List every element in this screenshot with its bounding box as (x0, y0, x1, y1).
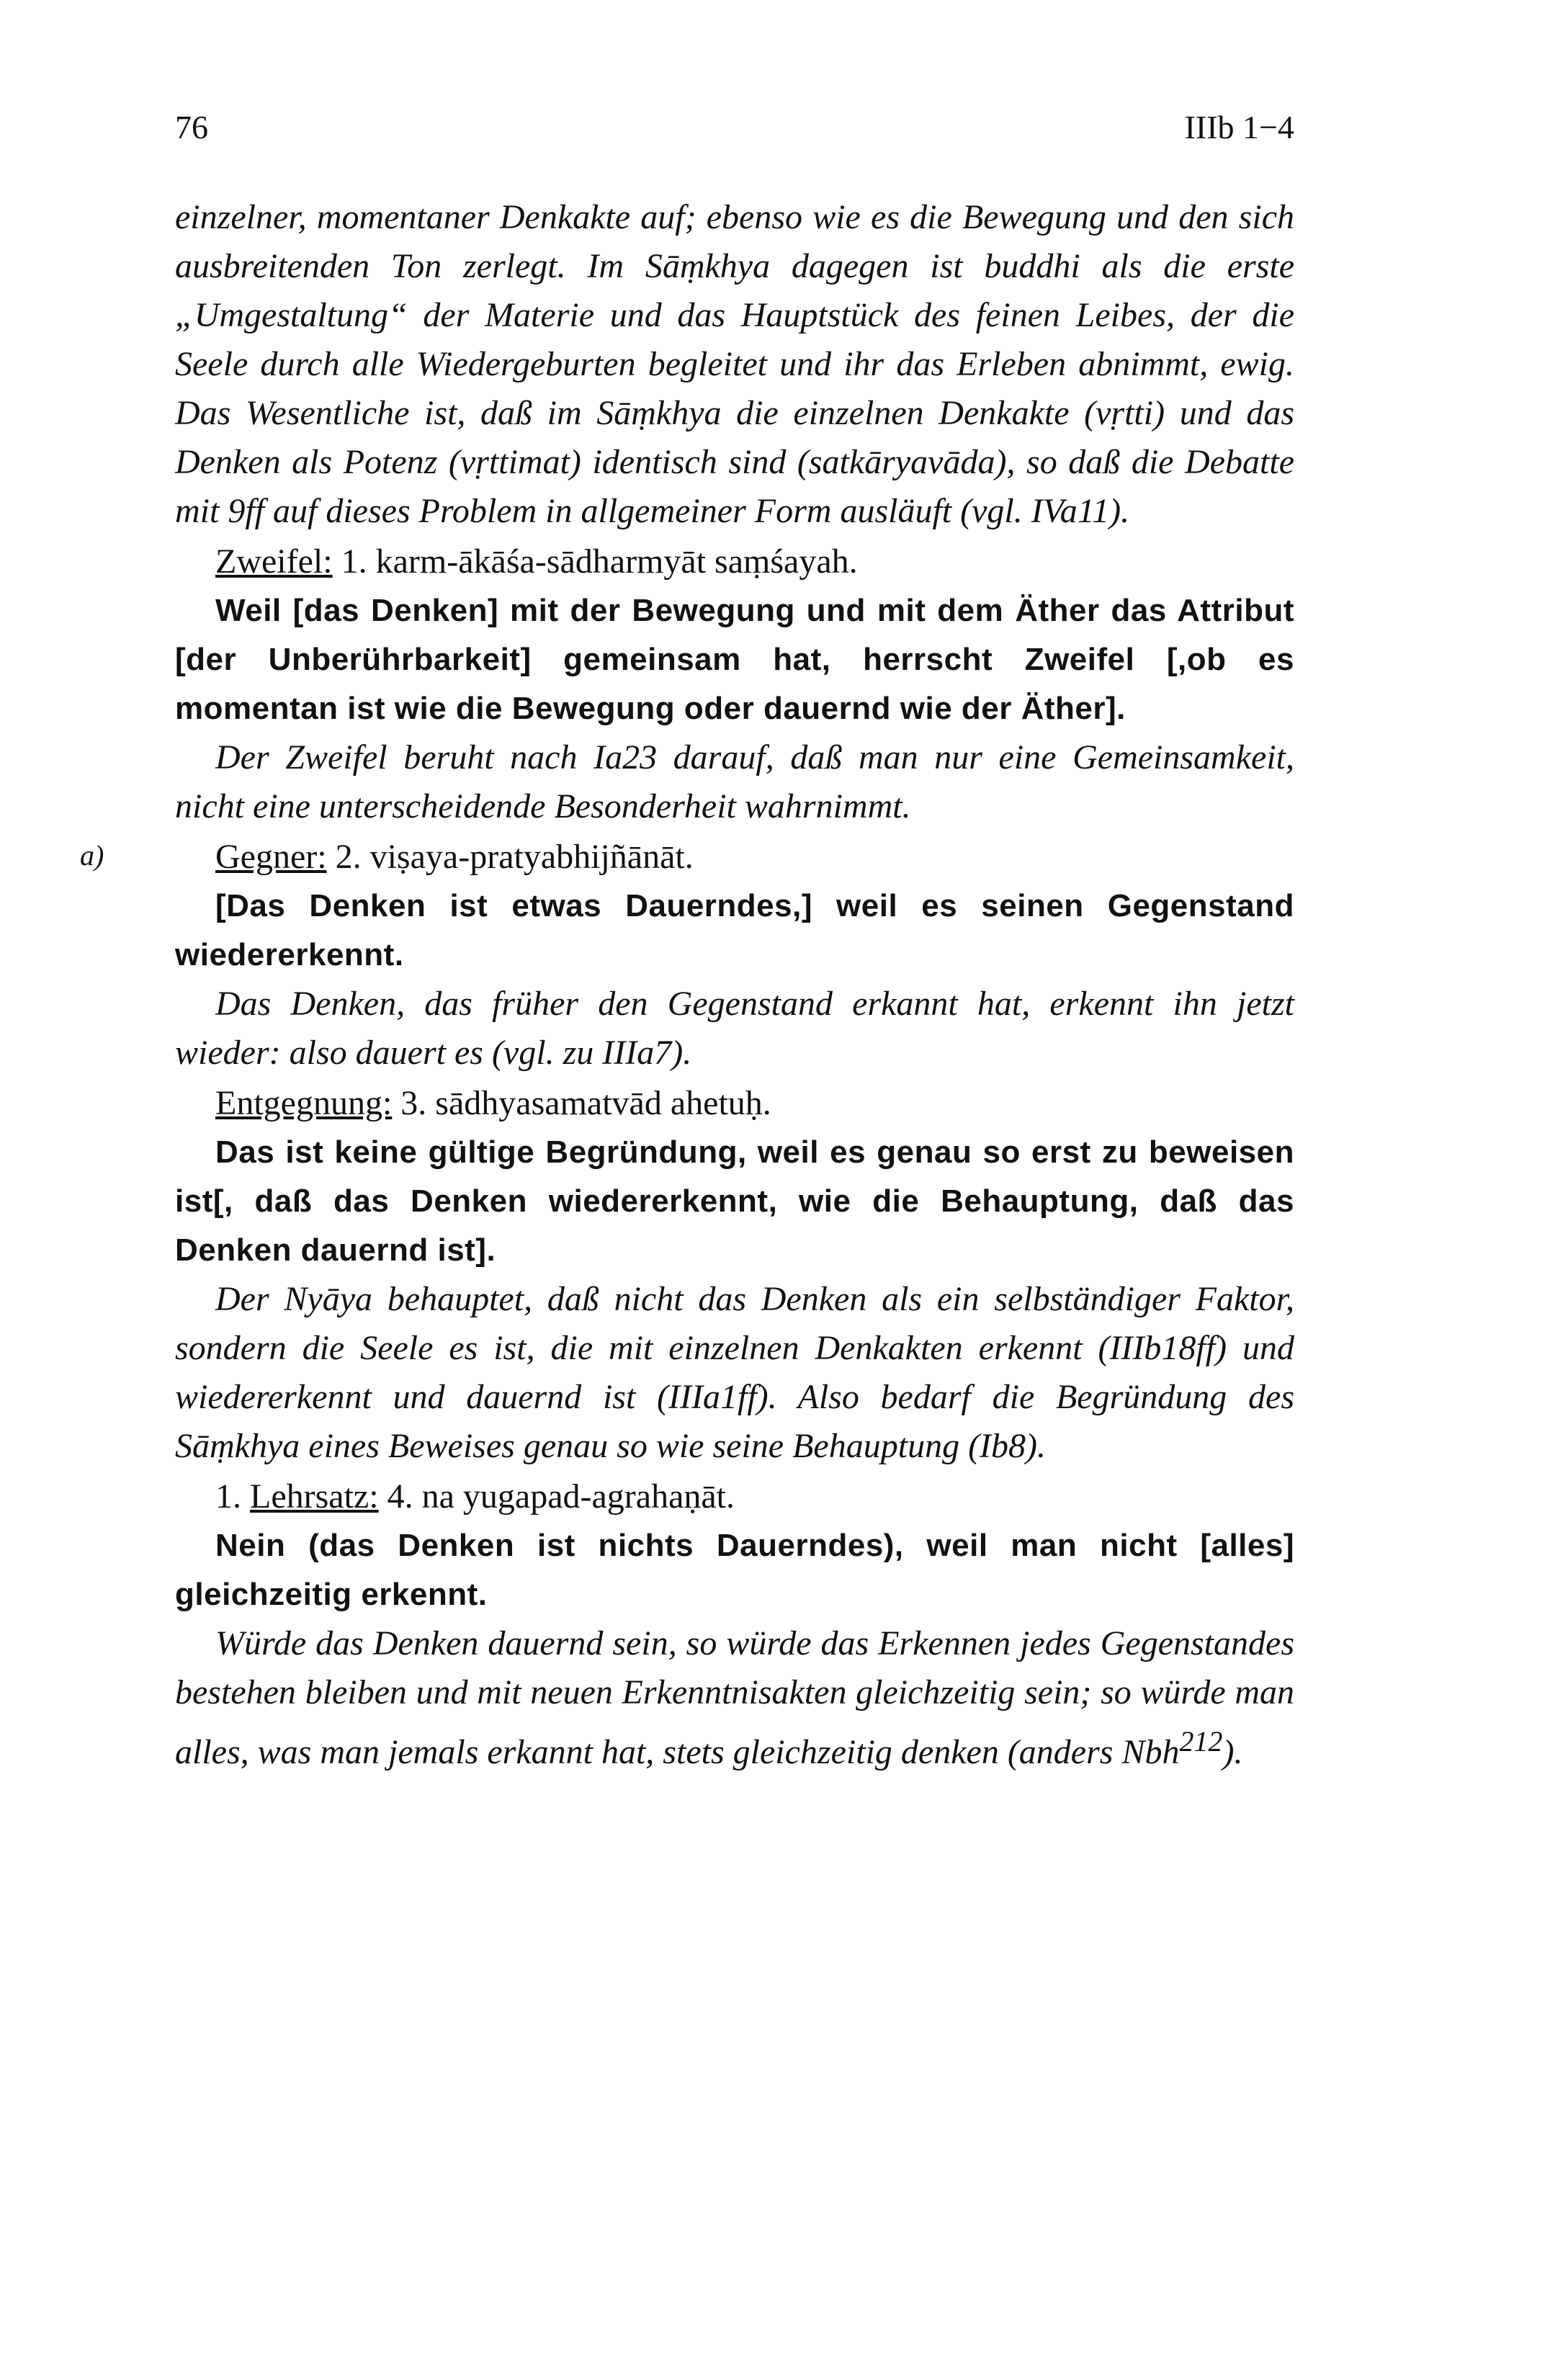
commentary-1: Der Zweifel beruht nach Ia23 darauf, daß man nur eine Gemeinsamkeit, nicht eine unterscheidende Besonderheit wahrnimmt. (175, 738, 1294, 825)
role-label-reply: Entgegnung: (215, 1084, 393, 1122)
sutra-text-1: 1. karm-ākāśa-sādharmyāt saṃśayah. (341, 542, 858, 581)
role-label-doubt: Zweifel: (215, 542, 333, 581)
sutra-line-3 (175, 1079, 1294, 1128)
translation-2: [Das Denken ist etwas Dauerndes,] weil es seinen Gegenstand wiedererkennt. (175, 888, 1294, 972)
sutra-text-4: 4. na yugapad-agrahaṇāt. (387, 1477, 735, 1516)
sutra-line-2 (175, 833, 1294, 882)
commentary-4-end: ). (1222, 1733, 1243, 1771)
sutra-text-3: 3. sādhyasamatvād ahetuḥ. (400, 1084, 771, 1122)
footnote-reference: 212 (1179, 1725, 1223, 1758)
translation-1: Weil [das Denken] mit der Bewegung und mit dem Äther das Attribut [der Unberührbarkeit] gemeinsam hat, herrscht Zweifel [,ob es momentan ist wie die Bewegung oder dauernd wie der Äther]. (175, 593, 1294, 726)
thesis-number: 1. (215, 1477, 241, 1516)
sutra-line-1 (175, 537, 1294, 586)
commentary-intro: einzelner, momentaner Denkakte auf; ebenso wie es die Bewegung und den sich ausbreitenden Ton zerlegt. Im Sāṃkhya dagegen ist buddhi als die erste „Umgestaltung“ der Materie und das Hauptstück des feinen Leibes, der die Seele durch alle Wiedergeburten begleitet und ihr das Erleben abnimmt, ewig. Das Wesentliche ist, daß im Sāṃkhya die einzelnen Denkakte (vṛtti) und das Denken als Potenz (vṛttimat) identisch sind (satkāryavāda), so daß die Debatte mit 9ff auf dieses Problem in allgemeiner Form ausläuft (vgl. IVa11). (175, 198, 1294, 530)
section-reference: IIIb 1−4 (1184, 109, 1294, 146)
text-column (80, 193, 1294, 1777)
page-number: 76 (175, 109, 208, 146)
sutra-line-4 (175, 1472, 1294, 1521)
opponent-row (80, 833, 1294, 882)
translation-3: Das ist keine gültige Begründung, weil es genau so erst zu beweisen ist[, daß das Denken wiedererkennt, wie die Behauptung, daß das Denken dauernd ist]. (175, 1134, 1294, 1268)
role-label-thesis: Lehrsatz: (250, 1477, 379, 1516)
translation-4: Nein (das Denken ist nichts Dauerndes), weil man nicht [alles] gleichzeitig erkennt. (175, 1528, 1294, 1612)
commentary-4 (175, 1619, 1294, 1777)
commentary-2: Das Denken, das früher den Gegenstand erkannt hat, erkennt ihn jetzt wieder: also dauert es (vgl. zu IIIa7). (175, 985, 1294, 1072)
role-label-opponent: Gegner: (215, 838, 327, 876)
sutra-text-2: 2. viṣaya-pratyabhijñānāt. (335, 838, 694, 876)
commentary-4-text: Würde das Denken dauernd sein, so würde das Erkennen jedes Gegenstandes bestehen bleiben und mit neuen Erkenntnisakten gleichzeitig sein; so würde man alles, was man jemals erkannt hat, stets gleichzeitig denken (anders Nbh (175, 1624, 1294, 1771)
margin-marker: a) (80, 839, 104, 872)
commentary-3: Der Nyāya behauptet, daß nicht das Denken als ein selbständiger Faktor, sondern die Seele es ist, die mit einzelnen Denkakten erkennt (IIIb18ff) und wiedererkennt und dauernd ist (IIIa1ff). Also bedarf die Begründung des Sāṃkhya eines Beweises genau so wie seine Behauptung (Ib8). (175, 1280, 1294, 1465)
